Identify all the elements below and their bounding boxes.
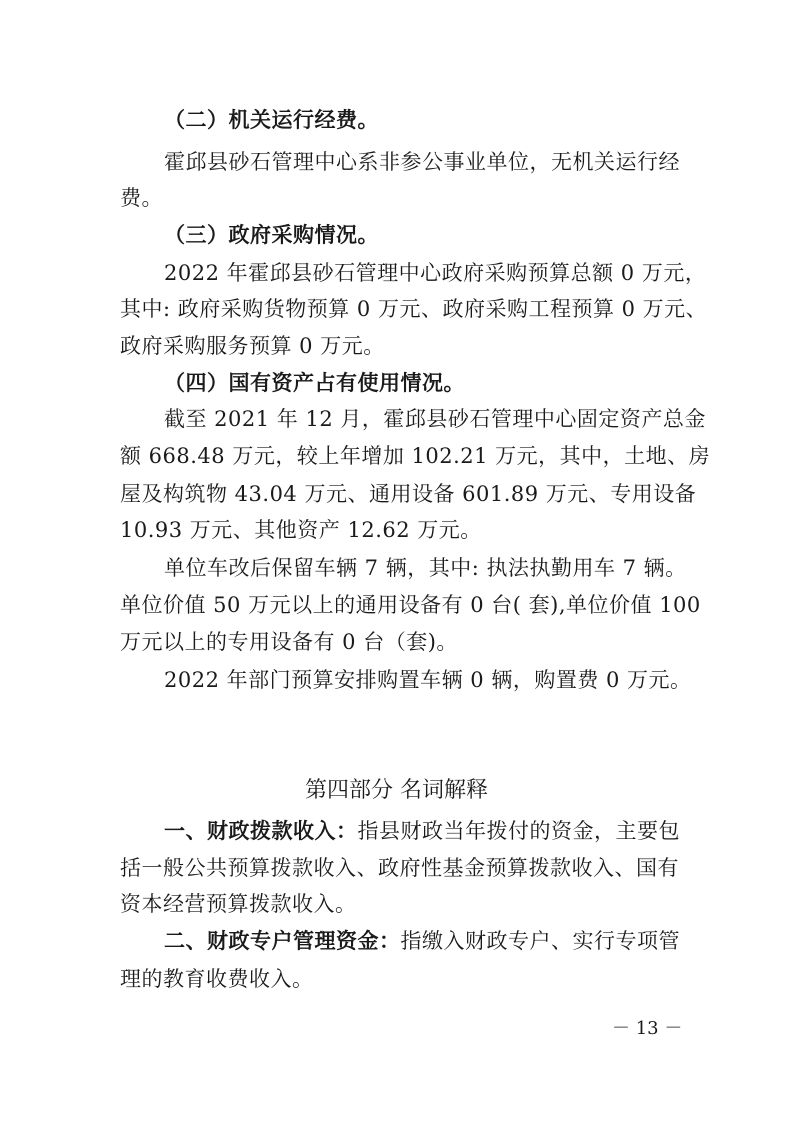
paragraph-line: 万元以上的专用设备有 0 台（套)。 — [120, 630, 458, 654]
section-heading: （四）国有资产占有使用情况。 — [164, 371, 465, 395]
paragraph-line: 霍邱县砂石管理中心系非参公事业单位，无机关运行经 — [164, 150, 680, 174]
paragraph-line: 理的教育收费收入。 — [120, 967, 314, 991]
paragraph-line: 单位车改后保留车辆 7 辆，其中: 执法执勤用车 7 辆。 — [164, 556, 687, 580]
paragraph-line: 其中: 政府采购货物预算 0 万元、政府采购工程预算 0 万元、 — [120, 297, 708, 321]
term-text: 指县财政当年拨付的资金，主要包 — [357, 819, 680, 843]
paragraph-line: 单位价值 50 万元以上的通用设备有 0 台( 套),单位价值 100 — [120, 593, 701, 617]
paragraph-line: 政府采购服务预算 0 万元。 — [120, 334, 385, 358]
paragraph-line: 资本经营预算拨款收入。 — [120, 892, 357, 916]
paragraph-line: 屋及构筑物 43.04 万元、通用设备 601.89 万元、专用设备 — [120, 482, 697, 506]
paragraph-line: 2022 年霍邱县砂石管理中心政府采购预算总额 0 万元， — [164, 261, 707, 285]
paragraph-line: 额 668.48 万元，较上年增加 102.21 万元，其中，土地、房 — [120, 444, 711, 468]
section-heading: （三）政府采购情况。 — [164, 223, 379, 247]
term-label: 二、财政专户管理资金： — [164, 929, 401, 953]
paragraph-line: 截至 2021 年 12 月，霍邱县砂石管理中心固定资产总金 — [164, 407, 706, 431]
paragraph-line: 括一般公共预算拨款收入、政府性基金预算拨款收入、国有 — [120, 856, 679, 880]
paragraph-line: 费。 — [120, 186, 163, 210]
term-label: 一、财政拨款收入： — [164, 819, 358, 843]
term-definition — [164, 818, 724, 844]
page-number: － 13 － — [612, 1018, 683, 1039]
term-text: 指缴入财政专户、实行专项管 — [400, 929, 680, 953]
paragraph-line: 10.93 万元、其他资产 12.62 万元。 — [120, 518, 482, 542]
section-heading: （二）机关运行经费。 — [164, 108, 379, 132]
term-definition — [164, 928, 724, 954]
paragraph-line: 2022 年部门预算安排购置车辆 0 辆，购置费 0 万元。 — [164, 668, 692, 692]
part-title: 第四部分 名词解释 — [305, 778, 488, 803]
